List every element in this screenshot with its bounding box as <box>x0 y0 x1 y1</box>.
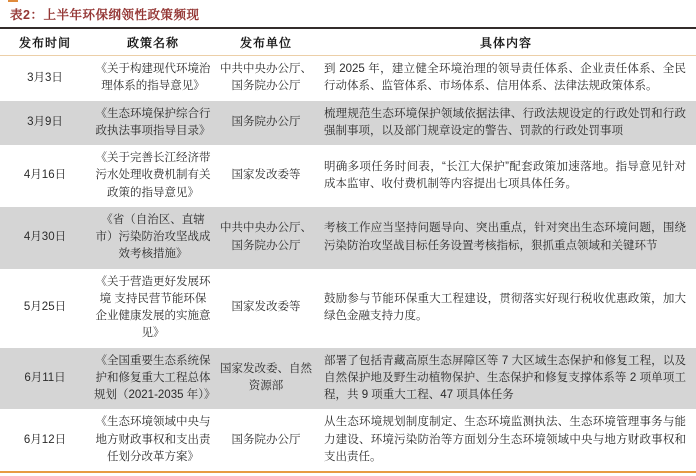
table-row <box>0 145 696 207</box>
column-header-policy-name: 政策名称 <box>126 36 179 50</box>
top-left-tick <box>8 0 18 2</box>
table-row <box>0 56 696 101</box>
cell-details: 梳理规范生态环境保护领域依据法律、行政法规设定的行政处罚和行政强制事项，以及部门规章设定的警告、罚款的行政处罚事项 <box>324 107 686 137</box>
cell-issuing-unit: 中共中央办公厅、国务院办公厅 <box>220 63 312 93</box>
table-row <box>0 348 696 410</box>
table-header-row <box>0 29 696 55</box>
cell-details: 考核工作应当坚持问题导向、突出重点，针对突出生态环境问题，围绕污染防治攻坚战目标任务设置考核指标，狠抓重点领域和关键环节 <box>324 222 686 252</box>
cell-date: 3月9日 <box>27 116 63 129</box>
cell-date: 4月16日 <box>23 169 67 182</box>
table-row <box>0 207 696 269</box>
cell-policy-name: 《关于构建现代环境治理体系的指导意见》 <box>95 63 211 93</box>
cell-date: 6月12日 <box>23 433 67 446</box>
cell-date: 5月25日 <box>23 301 67 314</box>
table-row <box>0 269 696 348</box>
column-header-issuing-unit: 发布单位 <box>239 36 292 50</box>
cell-policy-name: 《关于完善长江经济带污水处理收费机制有关政策的指导意见》 <box>95 152 211 199</box>
column-header-details: 具体内容 <box>479 36 532 50</box>
cell-issuing-unit: 中共中央办公厅、国务院办公厅 <box>220 222 312 252</box>
cell-issuing-unit: 国家发改委等 <box>231 301 301 314</box>
cell-policy-name: 《生态环境保护综合行政执法事项指导目录》 <box>95 107 211 137</box>
cell-policy-name: 《全国重要生态系统保护和修复重大工程总体规划（2021-2035 年）》 <box>94 354 216 401</box>
table-row <box>0 409 696 471</box>
cell-policy-name: 《关于营造更好发展环境 支持民营节能环保企业健康发展的实施意见》 <box>95 275 211 340</box>
cell-policy-name: 《省（自治区、直辖市）污染防治攻坚战成效考核措施》 <box>95 213 211 261</box>
cell-date: 3月3日 <box>27 71 63 84</box>
cell-details: 从生态环境规划制度制定、生态环境监测执法、生态环境管理事务与能力建设、环境污染防治等方面划分生态环境领域中央与地方财政事权和支出责任。 <box>324 416 686 463</box>
cell-details: 鼓励参与节能环保重大工程建设，贯彻落实好现行税收优惠政策，加大绿色金融支持力度。 <box>324 292 686 322</box>
cell-details: 部署了包括青藏高原生态屏障区等 7 大区域生态保护和修复工程，以及自然保护地及野生动植物保护、生态保护和修复支撑体系等 2 项单项工程，共 9 项重大工程、47 项具体任务 <box>324 354 686 401</box>
cell-issuing-unit: 国家发改委、自然资源部 <box>220 363 312 393</box>
cell-details: 到 2025 年，建立健全环境治理的领导责任体系、企业责任体系、全民行动体系、监管体系、市场体系、信用体系、法律法规政策体系。 <box>324 63 686 93</box>
table-title: 表2：上半年环保纲领性政策频现 <box>10 8 200 22</box>
cell-date: 4月30日 <box>23 231 67 243</box>
cell-policy-name: 《生态环境领域中央与地方财政事权和支出责任划分改革方案》 <box>95 416 211 463</box>
column-header-date: 发布时间 <box>18 36 71 50</box>
cell-issuing-unit: 国务院办公厅 <box>231 433 301 446</box>
cell-issuing-unit: 国家发改委等 <box>231 169 301 182</box>
table-row <box>0 101 696 146</box>
cell-details: 明确多项任务时间表，“长江大保护”配套政策加速落地。指导意见针对成本监审、收付费机制等内容提出七项具体任务。 <box>324 160 686 190</box>
cell-issuing-unit: 国务院办公厅 <box>231 116 301 129</box>
cell-date: 6月11日 <box>24 371 66 384</box>
